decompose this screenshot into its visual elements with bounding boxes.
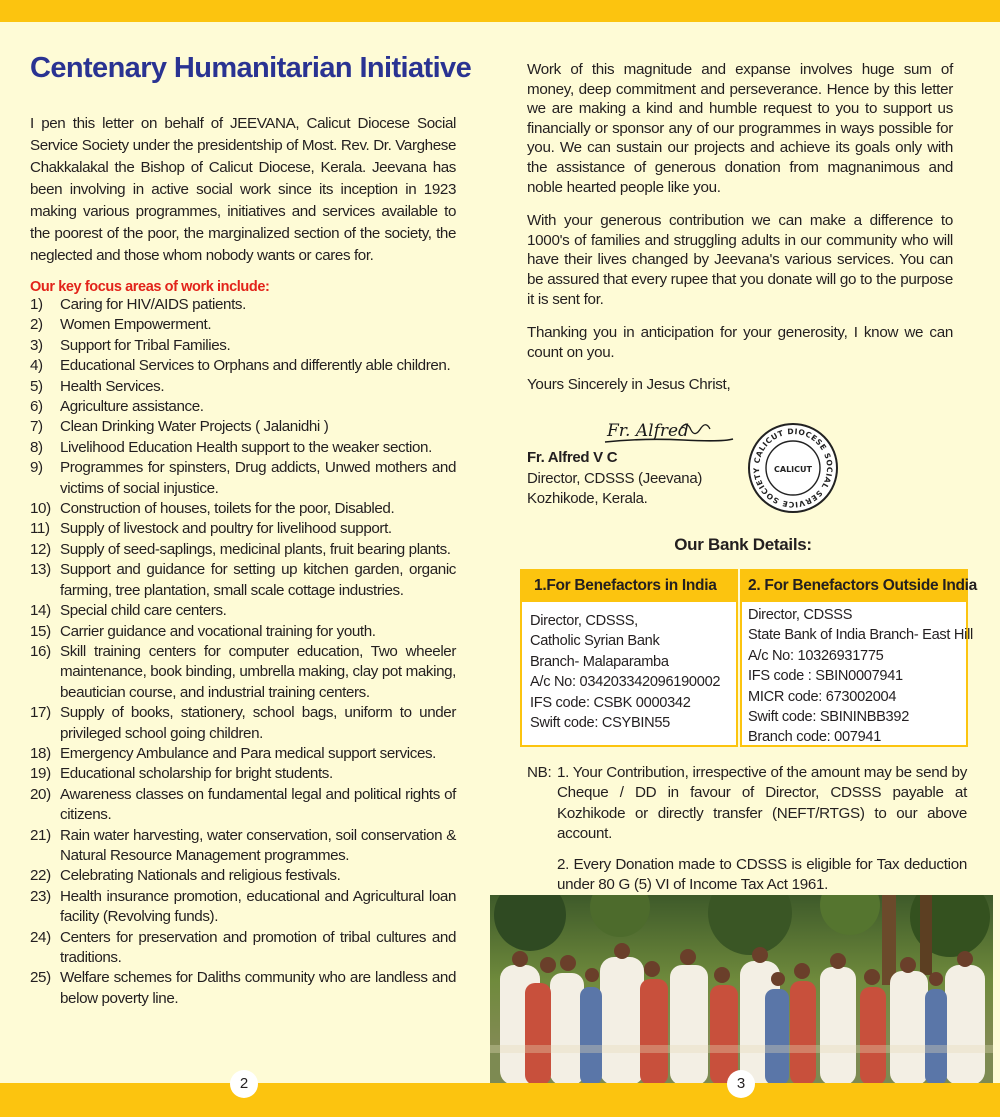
focus-item bbox=[30, 377, 456, 397]
focus-item-text: Centers for preservation and promotion of tribal cultures and traditions. bbox=[60, 928, 456, 966]
focus-item bbox=[30, 315, 456, 335]
focus-item bbox=[30, 458, 456, 499]
focus-item bbox=[30, 887, 456, 928]
focus-item bbox=[30, 968, 456, 1009]
focus-item-text: Special child care centers. bbox=[60, 602, 227, 620]
focus-item-number: 1) bbox=[30, 296, 43, 313]
focus-item-number: 15) bbox=[30, 622, 51, 640]
focus-item-text: Supply of seed-saplings, medicinal plants, fruit bearing plants. bbox=[60, 540, 451, 558]
focus-item-number: 23) bbox=[30, 887, 51, 905]
focus-item bbox=[30, 438, 456, 458]
focus-item bbox=[30, 622, 456, 642]
focus-item-text: Clean Drinking Water Projects ( Jalanidhi ) bbox=[60, 418, 329, 436]
bank-box-outside bbox=[740, 569, 977, 747]
nb-notes bbox=[527, 763, 967, 905]
focus-item-text: Programmes for spinsters, Drug addicts, Unwed mothers and victims of social injustice. bbox=[60, 459, 456, 497]
focus-item bbox=[30, 295, 456, 315]
page-number-right: 3 bbox=[727, 1070, 755, 1098]
nb-item: 2. Every Donation made to CDSSS is eligible for Tax deduction under 80 G (5) VI of Income Tax Act 1961. bbox=[557, 855, 967, 894]
bank-india-line: Swift code: CSYBIN55 bbox=[530, 715, 671, 732]
signature bbox=[603, 416, 735, 450]
top-band bbox=[0, 0, 1000, 22]
focus-item-text: Support and guidance for setting up kitchen garden, organic farming, tree plantation, small scale cottage industries. bbox=[60, 561, 456, 599]
focus-item bbox=[30, 397, 456, 417]
focus-item-text: Skill training centers for computer education, Two wheeler maintenance, book binding, umbrella making, clay pot making, beautician course, and industrial training centers. bbox=[60, 642, 456, 701]
focus-item-number: 13) bbox=[30, 561, 51, 579]
bank-outside-line: Branch code: 007941 bbox=[748, 729, 882, 746]
focus-item-text: Health Services. bbox=[60, 377, 165, 395]
bank-outside-line: Director, CDSSS bbox=[748, 607, 853, 623]
focus-item-number: 5) bbox=[30, 377, 43, 395]
intro-paragraph: I pen this letter on behalf of JEEVANA, Calicut Diocese Social Service Society under the presidentship of Most. Rev. Dr. Varghese Chakkalakal the Bishop of Calicut Diocese, Kerala. Jeevana has been involving in active social work since its inception in 1923 making various programmes, initiatives and services available to the poorest of the poor, the marginalized section of the society, the neglected and those whom nobody wants or cares for. bbox=[30, 115, 456, 264]
focus-item-number: 20) bbox=[30, 785, 51, 803]
focus-item bbox=[30, 601, 456, 621]
focus-item-text: Educational Services to Orphans and differently able children. bbox=[60, 357, 451, 375]
focus-item-number: 17) bbox=[30, 704, 51, 722]
focus-item bbox=[30, 336, 456, 356]
focus-item-text: Construction of houses, toilets for the poor, Disabled. bbox=[60, 500, 395, 518]
focus-item-text: Livelihood Education Health support to the weaker section. bbox=[60, 438, 432, 456]
bank-outside-line: IFS code : SBIN0007941 bbox=[748, 668, 903, 685]
bank-india-line: Catholic Syrian Bank bbox=[530, 633, 660, 650]
focus-item bbox=[30, 785, 456, 826]
svg-text:CALICUT DIOCESE SOCIAL SERVICE: CALICUT DIOCESE SOCIAL SERVICE SOCIETY bbox=[751, 426, 835, 510]
focus-item bbox=[30, 499, 456, 519]
bank-outside-heading: 2. For Benefactors Outside India bbox=[748, 577, 977, 594]
focus-item bbox=[30, 744, 456, 764]
group-photo bbox=[490, 895, 993, 1085]
signer-title: Director, CDSSS (Jeevana) bbox=[527, 469, 703, 487]
bank-outside-line: MICR code: 673002004 bbox=[748, 688, 897, 705]
focus-item-text: Celebrating Nationals and religious festivals. bbox=[60, 867, 341, 885]
focus-item-text: Supply of livestock and poultry for livelihood support. bbox=[60, 520, 392, 538]
svg-text:Fr. Alfred: Fr. Alfred bbox=[607, 421, 689, 441]
focus-item bbox=[30, 560, 456, 601]
bank-india-line: A/c No: 034203342096190002 bbox=[530, 674, 721, 691]
focus-item-text: Awareness classes on fundamental legal and political rights of citizens. bbox=[60, 785, 456, 824]
focus-item-text: Rain water harvesting, water conservation, soil conservation & Natural Resource Management programmes. bbox=[60, 826, 456, 864]
nb-item: 1. Your Contribution, irrespective of the amount may be send by Cheque / DD in favour of Director, CDSSS payable at Kozhikode or directly transfer (NEFT/RTGS) to our above account. bbox=[557, 764, 967, 843]
bank-india-heading: 1.For Benefactors in India bbox=[534, 577, 717, 594]
focus-item-number: 6) bbox=[30, 398, 43, 416]
focus-item-number: 14) bbox=[30, 602, 51, 620]
bank-outside-line: A/c No: 10326931775 bbox=[748, 647, 884, 664]
focus-item-number: 25) bbox=[30, 969, 51, 987]
focus-item-number: 11) bbox=[30, 520, 50, 538]
focus-item-text: Support for Tribal Families. bbox=[60, 336, 231, 354]
bank-details-heading: Our Bank Details: bbox=[674, 535, 812, 554]
focus-item-text: Educational scholarship for bright students. bbox=[60, 765, 333, 783]
focus-item-number: 2) bbox=[30, 316, 43, 334]
focus-item bbox=[30, 417, 456, 437]
focus-item-text: Carrier guidance and vocational training for youth. bbox=[60, 622, 376, 640]
page-number-left: 2 bbox=[230, 1070, 258, 1098]
focus-item bbox=[30, 703, 456, 744]
focus-item-number: 16) bbox=[30, 642, 51, 660]
focus-item-number: 8) bbox=[30, 438, 43, 456]
focus-item-text: Agriculture assistance. bbox=[60, 398, 204, 416]
bank-outside-line: State Bank of India Branch- East Hill bbox=[748, 627, 973, 644]
focus-item-number: 22) bbox=[30, 867, 51, 885]
bottom-band bbox=[0, 1083, 1000, 1117]
focus-item-text: Caring for HIV/AIDS patients. bbox=[60, 296, 246, 313]
focus-item-number: 18) bbox=[30, 744, 51, 762]
seal-stamp bbox=[747, 422, 839, 514]
focus-item-text: Women Empowerment. bbox=[60, 316, 212, 334]
signer-place: Kozhikode, Kerala. bbox=[527, 490, 648, 507]
focus-item-number: 10) bbox=[30, 500, 51, 518]
thanks-paragraph: Thanking you in anticipation for your generosity, I know we can count on you. bbox=[527, 324, 953, 361]
bank-india-details bbox=[522, 602, 736, 745]
focus-item bbox=[30, 356, 456, 376]
nb-label: NB: bbox=[527, 764, 552, 781]
bank-box-india bbox=[520, 569, 738, 747]
page-title: Centenary Humanitarian Initiative bbox=[30, 52, 472, 84]
focus-item-text: Supply of books, stationery, school bags, uniform to under privileged school going children. bbox=[60, 704, 456, 742]
focus-item bbox=[30, 764, 456, 784]
focus-item bbox=[30, 928, 456, 969]
focus-item-number: 7) bbox=[30, 418, 43, 436]
focus-item bbox=[30, 866, 456, 886]
focus-areas-heading: Our key focus areas of work include: bbox=[30, 279, 270, 295]
focus-item-number: 24) bbox=[30, 928, 51, 946]
bank-india-line: Branch- Malaparamba bbox=[530, 653, 669, 670]
focus-areas-list bbox=[30, 295, 456, 1009]
appeal-paragraph: Work of this magnitude and expanse involves huge sum of money, deep commitment and perseverance. Hence by this letter we are making a kind and humble request to you to support us financially or sponsor any of our programmes in ways possible for you. We can sustain our projects and achieve its goals only with the assistance of generous donation from magnanimous and noble hearted people like you. bbox=[527, 61, 953, 196]
focus-item-number: 12) bbox=[30, 540, 51, 558]
focus-item bbox=[30, 826, 456, 867]
bank-outside-line: Swift code: SBININBB392 bbox=[748, 709, 910, 726]
focus-item-text: Health insurance promotion, educational and Agricultural loan facility (Revolving funds). bbox=[60, 887, 456, 926]
bank-india-line: Director, CDSSS, bbox=[530, 613, 638, 629]
focus-item-number: 3) bbox=[30, 336, 43, 354]
focus-item-number: 4) bbox=[30, 357, 43, 375]
contribution-paragraph: With your generous contribution we can make a difference to 1000's of families and struggling adults in our community who will have their lives changed by Jeevana's various services. You can be assured that every rupee that you donate will go to the purpose it is sent for. bbox=[527, 212, 953, 308]
left-page bbox=[30, 52, 472, 1009]
focus-item-number: 19) bbox=[30, 765, 51, 783]
focus-item-text: Emergency Ambulance and Para medical support services. bbox=[60, 744, 437, 762]
bank-outside-details bbox=[742, 602, 973, 746]
focus-item-number: 9) bbox=[30, 459, 43, 477]
svg-text:CALICUT: CALICUT bbox=[774, 465, 812, 474]
focus-item-number: 21) bbox=[30, 826, 51, 844]
focus-item bbox=[30, 642, 456, 703]
focus-item bbox=[30, 519, 456, 539]
closing-line: Yours Sincerely in Jesus Christ, bbox=[527, 376, 731, 394]
signer-block bbox=[527, 448, 702, 510]
focus-item-text: Welfare schemes for Daliths community who are landless and below poverty line. bbox=[60, 969, 456, 1007]
right-page bbox=[527, 60, 953, 393]
signer-name: Fr. Alfred V C bbox=[527, 449, 618, 466]
focus-item bbox=[30, 540, 456, 560]
bank-india-line: IFS code: CSBK 0000342 bbox=[530, 694, 691, 711]
